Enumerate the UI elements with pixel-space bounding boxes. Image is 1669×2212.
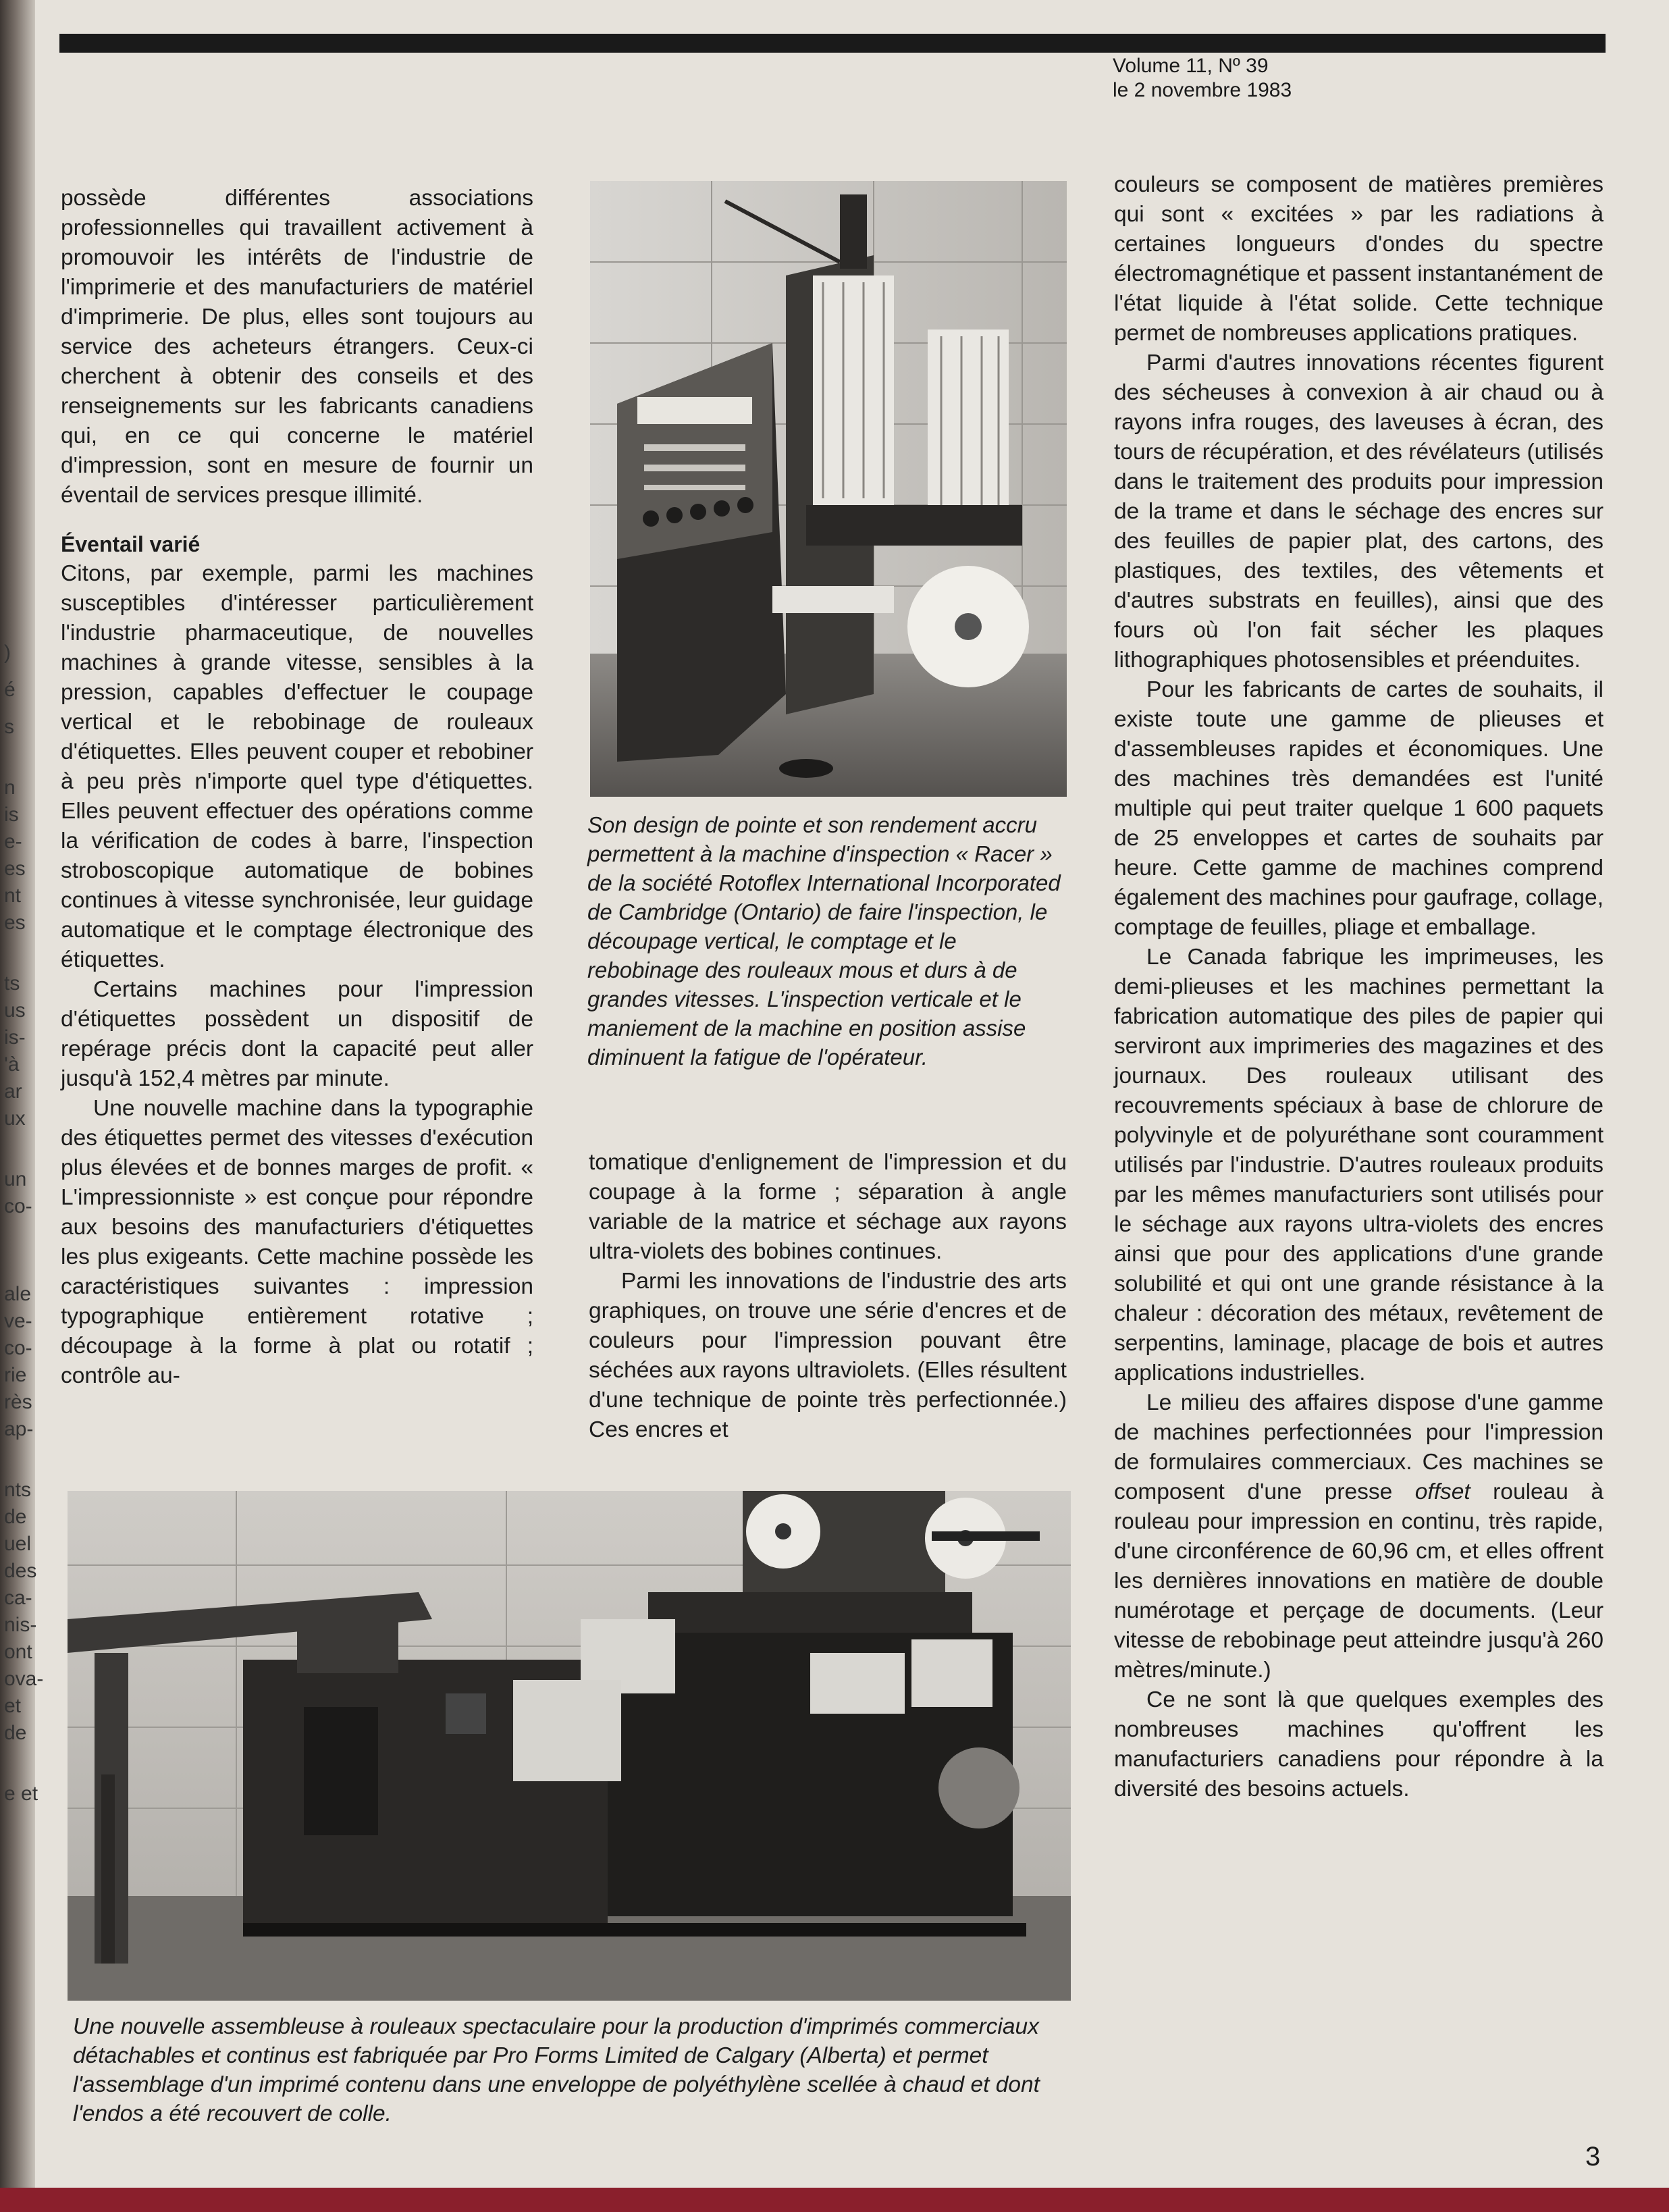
margin-fragment: e et [4,1783,38,1805]
margin-fragment: ont [4,1641,32,1663]
margin-fragment: us [4,999,26,1022]
assembler-illustration [68,1491,1071,2001]
margin-fragment: ova- [4,1668,44,1690]
roller-assembler-caption: Une nouvelle assembleuse à rouleaux spectaculaire pour la production d'imprimés commerciaux détachables et continus est fabriquée par Pro Forms Limited de Calgary (Alberta) et permet l'assemblage d'un imprimé contenu dans une enveloppe de polyéthylène scellée à chaud et dont l'endos a été recouvert de colle. [73,2014,1040,2126]
header-rule [59,34,1606,53]
paragraph: Le milieu des affaires dispose d'une gamme de machines perfectionnées pour l'impression de formulaires commerciaux. Ces machines se composent d'une presse offset rouleau à rouleau pour impression en continu, très rapide, d'une circonférence de 60,96 cm, et elles offrent les dernières innovations en matière de double numérotage et perçage de documents. (Leur vitesse de rebobinage peut atteindre jusqu'à 260 mètres/minute.) [1114,1390,1604,1683]
margin-fragment: ) [4,641,11,664]
margin-fragment: co- [4,1195,32,1217]
page-edge-red [0,2188,1669,2212]
paragraph: tomatique d'enlignement de l'impression et du coupage à la forme ; séparation à angle variable de la matrice et séchage aux rayons ultra-violets des bobines continues. [589,1150,1067,1264]
previous-page-fragments [0,169,47,2161]
margin-fragment: is- [4,1026,26,1049]
issue-date: le 2 novembre 1983 [1113,79,1292,101]
margin-fragment: rie [4,1364,27,1386]
inspection-machine-caption: Son design de pointe et son rendement accru permettent à la machine d'inspection « Racer » de la société Rotoflex International Incorporated de Cambridge (Ontario) de faire l'inspection, le découpage vertical, le comptage et le rebobinage des rouleaux mous et durs à de grandes vitesses. L'inspection verticale et le maniement de la machine en position assise diminuent la fatigue de l'opérateur. [587,812,1061,1070]
margin-fragment: is [4,804,19,826]
section-heading: Éventail varié [61,532,201,556]
margin-fragment: 'à [4,1053,20,1076]
paragraph: couleurs se composent de matières premières qui sont « excitées » par les radiations à certaines longueurs d'ondes du spectre électromagnétique et passent instantanément de l'état liquide à l'état solide. Cette technique permet de nombreuses applications pratiques. [1114,172,1604,346]
paragraph: Certains machines pour l'impression d'étiquettes possèdent un dispositif de repérage précis dont la capacité peut aller jusqu'à 152,4 mètres par minute. [61,977,533,1091]
margin-fragment: uel [4,1533,32,1555]
margin-fragment: ale [4,1283,32,1305]
margin-fragment: s [4,716,14,738]
margin-fragment: nts [4,1479,32,1501]
paragraph: Parmi d'autres innovations récentes figurent des sécheuses à convexion à air chaud ou à rayons infra rouges, des laveuses à écran, des tours de récupération, et des révélateurs (utilisés dans le traitement des produits pour impression de la trame et dans le séchage des encres sur des feuilles de papier plat, des cartons, des plastiques, des textiles, des vêtements et d'autres substrats en feuilles), ainsi que des fours où l'on fait sécher les plaques lithographiques photosensibles et préenduites. [1114,350,1604,673]
roller-assembler-photo [68,1491,1071,2001]
margin-fragment: ar [4,1080,22,1103]
margin-fragment: es [4,858,26,880]
margin-fragment: ts [4,972,20,995]
margin-fragment: ve- [4,1310,32,1332]
paragraph: Citons, par exemple, parmi les machines susceptibles d'intéresser particulièrement l'industrie pharmaceutique, de nouvelles machines à grande vitesse, sensibles à la pression, capables d'effectuer le coupage vertical et le rebobinage de rouleaux d'étiquettes. Elles peuvent couper et rebobiner à peu près n'importe quel type d'étiquettes. Elles peuvent effectuer des opérations comme la vérification de codes à barre, l'inspection stroboscopique automatique de bobines continues à vitesse synchronisée, leur guidage automatique et le comptage électronique des étiquettes. [61,561,533,972]
margin-fragment: e- [4,831,22,853]
margin-fragment: et [4,1695,22,1717]
paragraph: Pour les fabricants de cartes de souhaits, il existe toute une gamme de plieuses et d'assembleuses rapides et économiques. Une des machines très demandées est l'unité multiple qui peut traiter quelque 1 600 paquets de 25 enveloppes et cartes de souhaits par heure. Cette gamme de machines comprend également des machines pour gaufrage, collage, comptage de feuilles, pliage et emballage. [1114,677,1604,940]
machine-illustration [590,181,1067,797]
margin-fragment: é [4,679,16,701]
volume-label: Volume 11, Nº 39 [1113,55,1269,77]
left-column [61,184,533,1391]
right-column [1114,170,1604,1804]
margin-fragment: es [4,912,26,934]
margin-fragment: de [4,1722,27,1744]
paragraph: Parmi les innovations de l'industrie des arts graphiques, on trouve une série d'encres et de couleurs pour l'impression pouvant être séchées aux rayons ultraviolets. (Elles résultent d'une technique de pointe très perfectionnée.) Ces encres et [589,1269,1067,1442]
margin-fragment: un [4,1168,27,1190]
middle-column [589,1148,1067,1445]
margin-fragment: nt [4,885,22,907]
inspection-machine-photo [590,181,1067,797]
margin-fragment: nis- [4,1614,37,1636]
paragraph: possède différentes associations professionnelles qui travaillent activement à promouvoir les intérêts de l'industrie de l'imprimerie et des manufacturiers de matériel d'imprimerie. De plus, elles sont toujours au service des acheteurs étrangers. Ceux-ci cherchent à obtenir des conseils et des renseignements sur les fabricants canadiens qui, en ce qui concerne le matériel d'impression, sont en mesure de fournir un éventail de services presque illimité. [61,186,533,508]
paragraph: Ce ne sont là que quelques exemples des nombreuses machines qu'offrent les manufacturiers canadiens pour répondre à la diversité des besoins actuels. [1114,1687,1604,1801]
margin-fragment: co- [4,1337,32,1359]
paragraph: Le Canada fabrique les imprimeuses, les demi-plieuses et les machines permettant la fabrication automatique des piles de papier qui serviront aux imprimeries des magazines et des journaux. Des rouleaux utilisant des recouvrements spéciaux à base de chlorure de polyvinyle et de polyuréthane sont couramment utilisés par l'industrie. D'autres rouleaux produits par les mêmes manufacturiers sont utilisés pour le séchage aux rayons ultra-violets des encres ainsi que pour des applications d'une grande solubilité et qui ont une grande résistance à la chaleur : décoration des métaux, revêtement de serpentins, laminage, placage de bois et autres applications industrielles. [1114,945,1604,1386]
margin-fragment: ux [4,1107,26,1130]
paragraph: Une nouvelle machine dans la typographie des étiquettes permet des vitesses d'exécution plus élevées et de bonnes marges de profit. « L'impressionniste » est conçue pour répondre aux besoins des manufacturiers d'étiquettes les plus exigeants. Cette machine possède les caractéristiques suivantes : impression typographique entièrement rotative ; découpage à la forme à plat ou rotatif ; contrôle au- [61,1096,533,1388]
margin-fragment: de [4,1506,27,1528]
margin-fragment: ap- [4,1418,34,1440]
issue-header [1113,54,1315,103]
page-number: 3 [1585,2142,1601,2171]
margin-fragment: rès [4,1391,32,1413]
margin-fragment: n [4,776,16,799]
offset-term: offset [1414,1479,1471,1504]
margin-fragment: ca- [4,1587,32,1609]
margin-fragment: des [4,1560,37,1582]
